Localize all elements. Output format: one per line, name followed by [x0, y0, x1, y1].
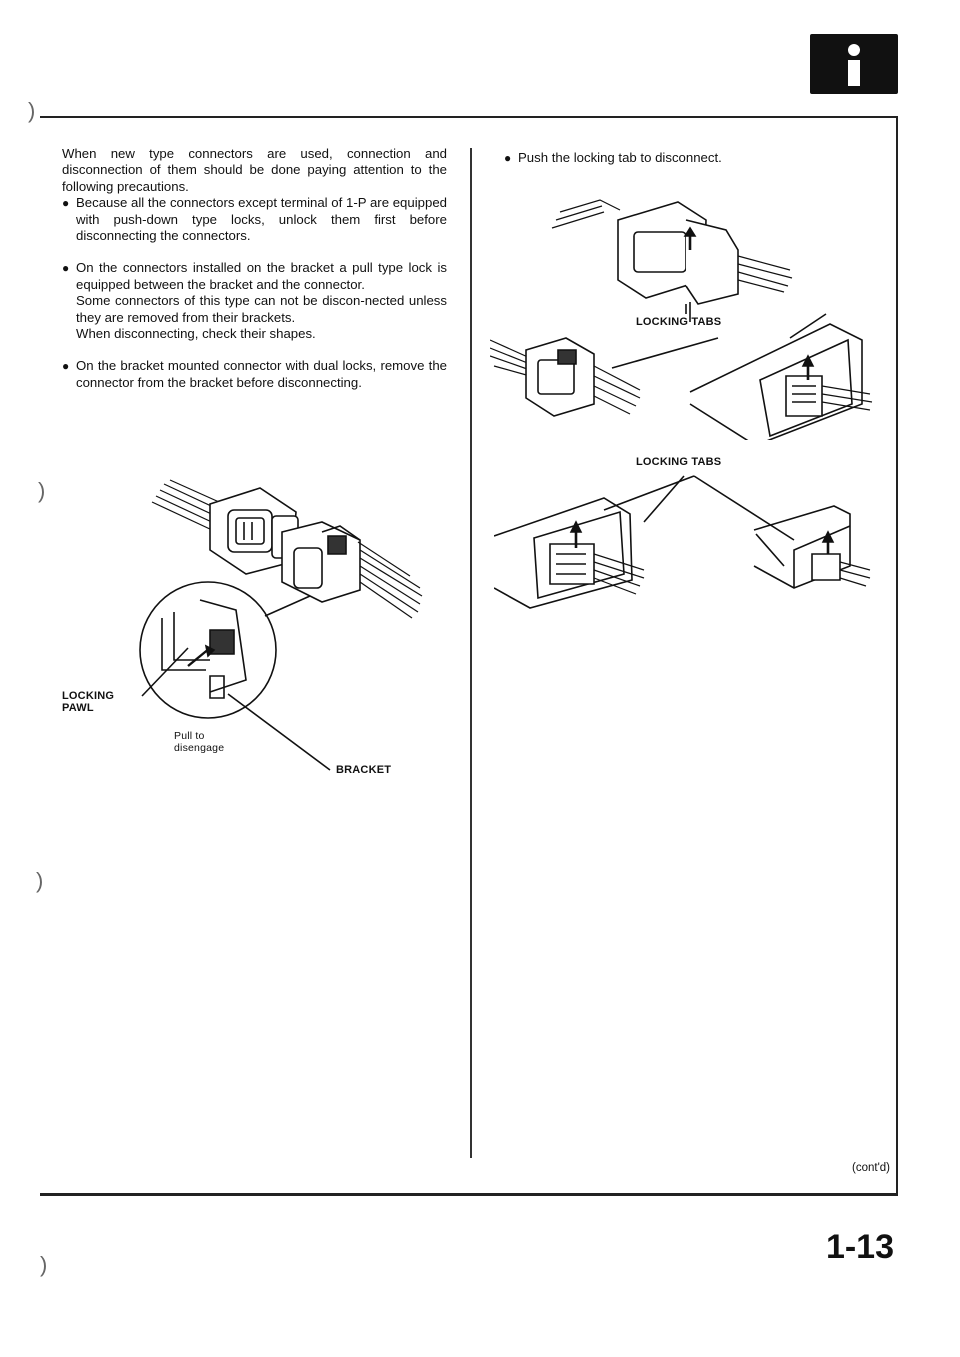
locking-tabs-label-lower: LOCKING TABS — [636, 456, 722, 468]
bullet-push-locking-tab — [504, 150, 884, 166]
right-column — [504, 150, 884, 182]
bullet-text: On the connectors installed on the bracket a pull type lock is equipped between the bracket and the connector. — [76, 260, 447, 292]
left-column — [62, 146, 447, 407]
margin-mark: ) — [38, 478, 46, 503]
bullet-text: Because all the connectors except terminal of 1-P are equipped with push-down type locks, unlock them first before disconnecting the connectors. — [76, 195, 447, 244]
bullet-push-down-locks — [62, 195, 447, 244]
upper-connector-pair — [552, 200, 792, 314]
bullet-dot: ● — [62, 261, 70, 276]
bullet-text: Push the locking tab to disconnect. — [518, 150, 722, 165]
bottom-rule — [40, 1193, 898, 1196]
left-bracket-box — [494, 498, 644, 608]
column-divider — [470, 148, 472, 1158]
bullet-dot: ● — [62, 196, 70, 211]
pull-to-disengage-label: Pull to disengage — [174, 730, 225, 754]
locking-tabs-label-upper: LOCKING TABS — [636, 316, 722, 328]
bullet-dot: ● — [62, 359, 70, 374]
margin-mark: ) — [40, 1252, 48, 1277]
page-number: 1-13 — [825, 1228, 894, 1266]
locking-pawl-label: LOCKING PAWL — [62, 690, 115, 714]
right-rule — [896, 116, 898, 1196]
bullet-pull-type-lock — [62, 260, 447, 342]
bullet-dual-locks — [62, 358, 447, 391]
right-bracket-box — [754, 506, 870, 588]
bullet-text: When disconnecting, check their shapes. — [76, 326, 316, 342]
intro-paragraph: When new type connectors are used, connection and disconnection of them should be done paying attention to the following precautions. — [62, 146, 447, 194]
info-icon — [810, 34, 898, 94]
bracket-connector-illustration — [60, 470, 460, 790]
locking-tabs-illustration-lower — [494, 470, 874, 620]
top-rule — [40, 116, 898, 118]
continued-label: (cont'd) — [852, 1162, 890, 1174]
bullet-text: Some connectors of this type can not be discon-nected unless they are removed from their brackets. — [76, 293, 447, 325]
bullet-dot: ● — [504, 151, 512, 165]
locking-tabs-illustration-upper — [490, 190, 880, 440]
lower-left-connector — [490, 338, 640, 416]
bracket-label: BRACKET — [336, 764, 392, 776]
bullet-text: On the bracket mounted connector with dual locks, remove the connector from the bracket before disconnecting. — [76, 358, 447, 390]
lower-connector — [282, 522, 360, 602]
bracket-box — [690, 324, 872, 440]
margin-mark: ) — [36, 868, 44, 893]
wire-bundle — [358, 542, 422, 618]
margin-mark: ) — [28, 98, 36, 123]
